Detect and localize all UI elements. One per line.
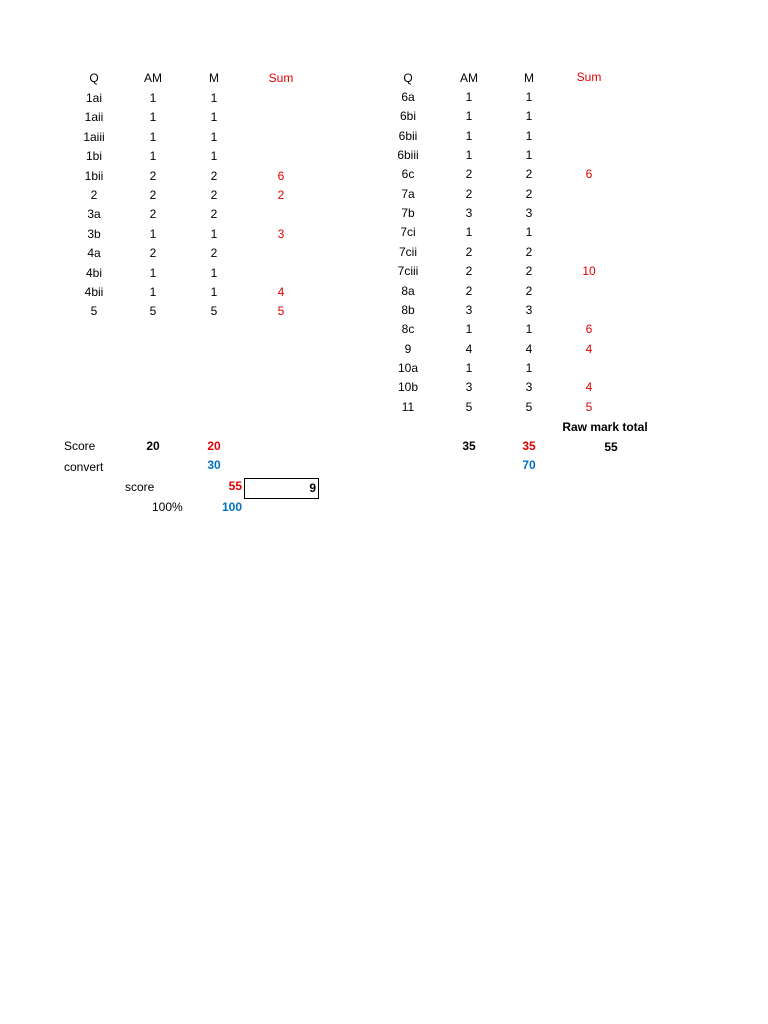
total-score-value: 55 [228, 479, 242, 493]
right-table-sum-cell [569, 88, 609, 107]
right-table-m-cell: 4 [525, 341, 533, 356]
right-table-am-cell: 2 [465, 244, 473, 259]
right-table-sum-cell [569, 282, 609, 301]
left-table-sum-cell: 3 [277, 226, 285, 241]
right-score-m: 35 [522, 439, 536, 453]
score-label: Score [64, 439, 96, 453]
left-table-m-cell: 2 [210, 246, 218, 261]
right-table-am-cell: 2 [465, 264, 473, 279]
right-table-m-cell: 2 [525, 186, 533, 201]
right-table-m-cell: 2 [525, 264, 533, 279]
convert-label: convert [64, 460, 104, 474]
right-table-sum-cell [569, 359, 609, 378]
right-table-sum-cell [569, 301, 609, 320]
right-table-am-cell: 2 [465, 283, 473, 298]
left-table-m-cell: 1 [210, 129, 218, 144]
right-table-sum-cell: 6 [585, 322, 593, 337]
left-convert-value: 30 [207, 458, 221, 472]
left-table-q-cell: 4bi [85, 265, 102, 280]
right-table-q-cell: 10b [397, 380, 419, 395]
right-table-m-cell: 1 [525, 148, 533, 163]
right-table-m-cell: 1 [525, 360, 533, 375]
left-score-m: 20 [207, 439, 221, 453]
left-table-m-cell: 1 [210, 149, 218, 164]
right-table-sum-cell [569, 127, 609, 146]
right-table-m-cell: 2 [525, 283, 533, 298]
grade-box[interactable]: 9 [244, 478, 319, 499]
right-table-q-cell: 6bi [399, 109, 416, 124]
score2-label: score [125, 480, 155, 494]
right-table-am-cell: 4 [465, 341, 473, 356]
left-table-m-cell: 1 [210, 110, 218, 125]
left-table-am-cell: 5 [149, 304, 157, 319]
right-table-q-cell: 7ciii [397, 264, 419, 279]
right-table-q-cell: 9 [404, 341, 412, 356]
right-table-m-cell: 3 [525, 206, 533, 221]
right-table-m-cell: 1 [525, 128, 533, 143]
left-table-sum-cell: 6 [277, 168, 285, 183]
right-table-q-cell: 7a [401, 186, 415, 201]
left-table-sum-cell [261, 205, 301, 224]
right-table-q-cell: 11 [401, 399, 415, 414]
left-header-q: Q [89, 71, 99, 85]
left-table-am-cell: 1 [149, 285, 157, 299]
right-table-m-cell: 1 [525, 90, 533, 104]
right-table-am-cell: 3 [465, 380, 473, 395]
left-table-q-cell: 5 [90, 304, 98, 319]
right-table-am-cell: 1 [465, 360, 473, 375]
right-table-am-cell: 1 [465, 128, 473, 143]
left-table-am-cell: 1 [149, 129, 157, 144]
left-table-sum-cell [261, 147, 301, 166]
left-header-sum: Sum [268, 71, 294, 85]
raw-mark-value: 55 [604, 440, 618, 454]
left-table-m-cell: 1 [210, 265, 218, 280]
right-table-q-cell: 6c [401, 167, 415, 182]
left-table-sum-cell [261, 89, 301, 108]
left-table-q-cell: 1aiii [83, 129, 105, 144]
right-table-sum-cell: 6 [585, 167, 593, 182]
left-table-am-cell: 1 [149, 110, 157, 125]
right-table-q-cell: 8b [401, 302, 415, 317]
left-table-sum-cell: 2 [277, 188, 285, 202]
left-score-am: 20 [146, 439, 160, 453]
left-table-sum-cell: 5 [277, 304, 285, 319]
left-table-am-cell: 1 [149, 149, 157, 164]
right-header-m: M [524, 71, 534, 85]
right-table-q-cell: 6bii [398, 128, 418, 143]
right-table-q-cell: 10a [397, 360, 419, 375]
left-table-m-cell: 1 [210, 226, 218, 241]
left-table-q-cell: 1bi [85, 149, 102, 164]
right-table-m-cell: 2 [525, 167, 533, 182]
right-table-am-cell: 5 [465, 399, 473, 414]
right-table-am-cell: 2 [465, 167, 473, 182]
right-header-sum: Sum [576, 70, 602, 84]
right-table-sum-cell: 4 [585, 341, 593, 356]
right-table-m-cell: 2 [525, 244, 533, 259]
left-table-q-cell: 1aii [84, 110, 104, 125]
left-table-sum-cell [261, 128, 301, 147]
right-table-sum-cell [569, 185, 609, 204]
left-table-sum-cell [261, 244, 301, 263]
right-table-sum-cell [569, 204, 609, 223]
left-table-m-cell: 2 [210, 188, 218, 202]
percent-label: 100% [152, 500, 183, 514]
left-table-sum-cell [261, 264, 301, 283]
left-table-am-cell: 2 [149, 207, 157, 222]
left-table-am-cell: 1 [149, 91, 157, 105]
right-table-sum-cell [569, 107, 609, 126]
right-score-am: 35 [462, 439, 476, 453]
left-table-am-cell: 1 [149, 265, 157, 280]
right-table-q-cell: 8c [401, 322, 415, 337]
left-header-am: AM [144, 71, 162, 85]
right-table-am-cell: 1 [465, 322, 473, 337]
right-table-sum-cell [569, 243, 609, 262]
right-table-sum-cell: 10 [582, 264, 596, 279]
right-table-am-cell: 1 [465, 148, 473, 163]
right-table-sum-cell [569, 223, 609, 242]
right-table-m-cell: 1 [525, 225, 533, 240]
right-table-m-cell: 1 [525, 322, 533, 337]
left-table-q-cell: 3b [87, 226, 101, 241]
right-table-q-cell: 7ci [400, 225, 416, 240]
right-table-m-cell: 3 [525, 380, 533, 395]
left-table-m-cell: 1 [210, 91, 218, 105]
right-table-sum-cell: 4 [585, 380, 593, 395]
left-table-q-cell: 2 [90, 188, 98, 202]
left-table-am-cell: 2 [149, 188, 157, 202]
right-table-sum-cell: 5 [585, 399, 593, 414]
left-table-q-cell: 3a [87, 207, 101, 222]
left-table-m-cell: 2 [210, 168, 218, 183]
right-table-q-cell: 6biii [397, 148, 419, 163]
left-table-q-cell: 4a [87, 246, 101, 261]
left-table-sum-cell: 4 [277, 285, 285, 299]
right-table-q-cell: 6a [401, 90, 415, 104]
right-table-q-cell: 7cii [398, 244, 417, 259]
left-table-am-cell: 2 [149, 246, 157, 261]
right-table-am-cell: 1 [465, 109, 473, 124]
right-header-q: Q [403, 71, 413, 85]
right-table-am-cell: 3 [465, 206, 473, 221]
right-table-am-cell: 2 [465, 186, 473, 201]
right-header-am: AM [460, 71, 478, 85]
left-table-am-cell: 2 [149, 168, 157, 183]
left-table-am-cell: 1 [149, 226, 157, 241]
right-table-am-cell: 1 [465, 225, 473, 240]
right-table-m-cell: 1 [525, 109, 533, 124]
left-header-m: M [209, 71, 219, 85]
right-table-sum-cell [569, 146, 609, 165]
left-table-sum-cell [261, 108, 301, 127]
raw-mark-label: Raw mark total [562, 420, 648, 434]
right-convert-value: 70 [522, 458, 536, 472]
percent-value: 100 [221, 500, 242, 514]
right-table-q-cell: 8a [401, 283, 415, 298]
right-table-m-cell: 5 [525, 399, 533, 414]
left-table-m-cell: 1 [210, 285, 218, 299]
left-table-q-cell: 1bii [84, 168, 104, 183]
left-table-m-cell: 2 [210, 207, 218, 222]
left-table-m-cell: 5 [210, 304, 218, 319]
right-table-q-cell: 7b [401, 206, 415, 221]
left-table-q-cell: 1ai [85, 91, 102, 105]
left-table-q-cell: 4bii [84, 285, 104, 299]
right-table-m-cell: 3 [525, 302, 533, 317]
right-table-am-cell: 1 [465, 90, 473, 104]
right-table-am-cell: 3 [465, 302, 473, 317]
